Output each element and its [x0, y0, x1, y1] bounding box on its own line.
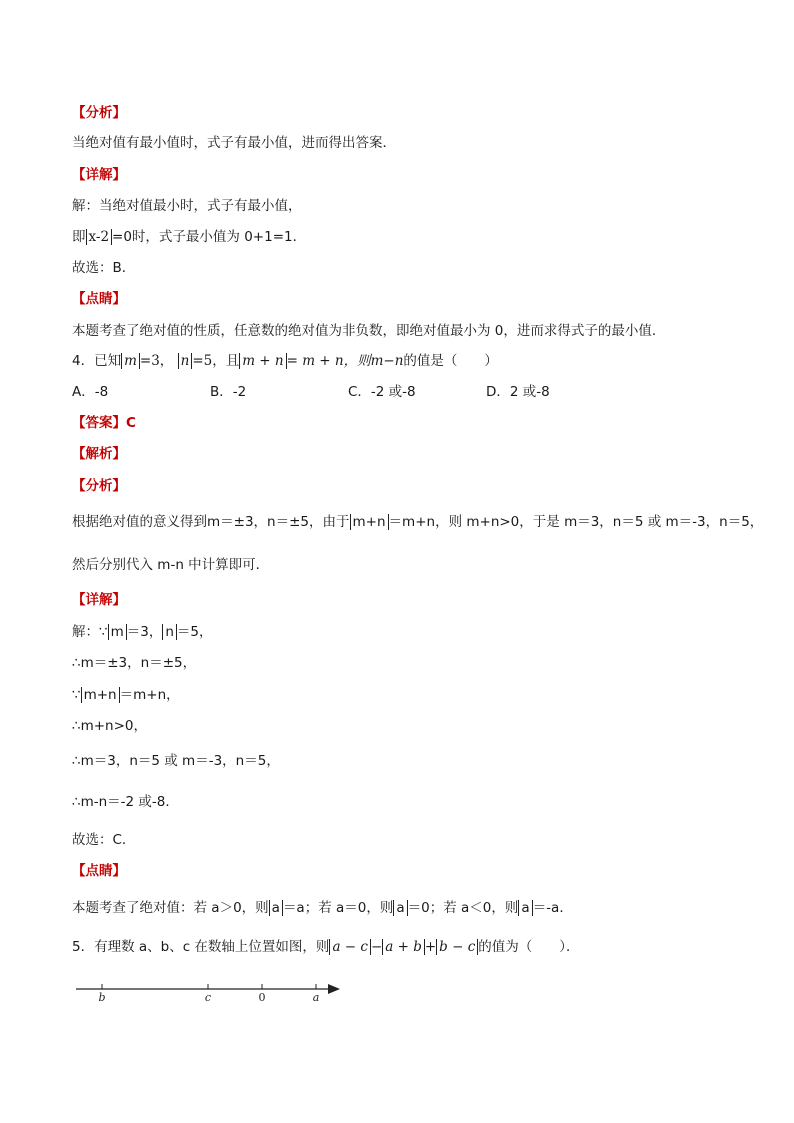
q4-choice-text: 故选：C．	[72, 832, 136, 848]
number-line-arrow	[328, 984, 340, 994]
q4-detail-line-2: ∴m＝±3，n＝±5，	[72, 655, 197, 671]
comment-heading: 【点睛】	[72, 291, 126, 307]
option-a: A．-8	[72, 384, 109, 400]
label-b: b	[98, 991, 106, 1004]
q4-detail-line-5: ∴m＝3，n＝5 或 m＝-3，n＝5，	[72, 753, 280, 769]
analysis-heading: 【分析】	[72, 105, 126, 121]
label-0: 0	[258, 991, 266, 1004]
choice-text: 故选：B．	[72, 260, 136, 276]
question-5-stem: 5．有理数 a、b、c 在数轴上位置如图，则 a − c − a + b + b − c 的值为（ ）．	[72, 939, 580, 955]
detail-heading: 【详解】	[72, 167, 126, 183]
q4-analysis-line-2: 然后分别代入 m-n 中计算即可．	[72, 557, 270, 573]
q4-analysis-heading: 【分析】	[72, 478, 126, 494]
analysis-text: 当绝对值有最小值时，式子有最小值，进而得出答案．	[72, 135, 396, 151]
detail-line-1: 解：当绝对值最小时，式子有最小值，	[72, 198, 302, 214]
label-a: a	[312, 991, 320, 1004]
jiexi-heading: 【解析】	[72, 446, 126, 462]
q4-analysis-line-1: 根据绝对值的意义得到m＝±3，n＝±5，由于 m+n ＝m+n，则 m+n>0，于是 m＝3，n＝5 或 m＝-3，n＝5，	[72, 514, 764, 530]
q4-detail-line-6: ∴m-n＝-2 或-8．	[72, 794, 179, 810]
detail-line-2: 即 x-2 =0时，式子最小值为 0+1=1．	[72, 229, 307, 245]
number-line-figure	[72, 978, 348, 1018]
q4-detail-line-3: ∵ m+n ＝m+n，	[72, 687, 180, 703]
q4-detail-line-1: 解：∵ m ＝3， n ＝5，	[72, 624, 213, 640]
option-b: B．-2	[210, 384, 247, 400]
q4-comment-text: 本题考查了绝对值：若 a＞0，则 a ＝a；若 a＝0，则 a ＝0；若 a＜0，则 a ＝-a．	[72, 900, 573, 916]
answer-line: 【答案】C	[72, 415, 136, 431]
question-4-stem: 4．已知 m =3， n =5，且 m + n = m + n，则m−n的值是（ ）	[72, 353, 498, 369]
option-d: D．2 或-8	[486, 384, 550, 400]
label-c: c	[204, 991, 212, 1004]
q4-comment-heading: 【点睛】	[72, 863, 126, 879]
q4-detail-heading: 【详解】	[72, 592, 126, 608]
q4-detail-line-4: ∴m+n>0，	[72, 718, 148, 734]
comment-text: 本题考查了绝对值的性质，任意数的绝对值为非负数，即绝对值最小为 0，进而求得式子的最小值．	[72, 323, 666, 339]
option-c: C．-2 或-8	[348, 384, 416, 400]
